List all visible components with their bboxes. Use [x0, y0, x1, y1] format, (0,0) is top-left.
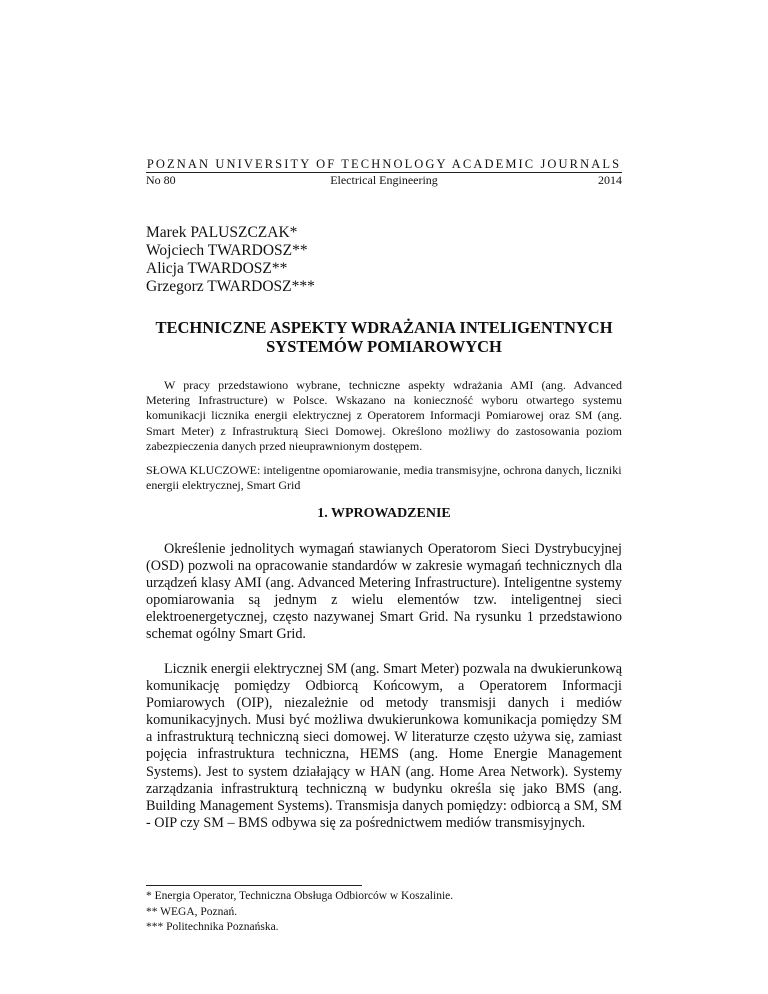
author-name: Alicja TWARDOSZ**	[146, 260, 288, 277]
footnotes	[146, 889, 622, 936]
paper-title	[146, 318, 622, 356]
author-list	[146, 224, 315, 296]
footnote: *** Politechnika Poznańska.	[146, 921, 279, 933]
body-paragraph: Określenie jednolitych wymagań stawianych Operatorom Sieci Dystrybucyjnej (OSD) pozwoli na opracowanie standardów w zakresie wymagań technicznych dla urządzeń klasy AMI (ang. Advanced Metering Infrastructure). Inteligentne systemy opomiarowania są jednym z wielu elementów tzw. inteligentnej sieci elektroenergetycznej, często nazywanej Smart Grid. Na rysunku 1 przedstawiono schemat ogólny Smart Grid.	[146, 541, 622, 643]
discipline: Electrical Engineering	[330, 173, 438, 187]
footnote: ** WEGA, Poznań.	[146, 905, 238, 918]
author-name: Wojciech TWARDOSZ**	[146, 242, 308, 259]
title-line: TECHNICZNE ASPEKTY WDRAŻANIA INTELIGENTNYCH	[155, 318, 613, 337]
author-name: Marek PALUSZCZAK*	[146, 224, 298, 241]
section-heading: 1. WPROWADZENIE	[317, 506, 451, 521]
publication-year: 2014	[598, 173, 622, 187]
footnote-rule	[146, 885, 362, 886]
body-paragraph: Licznik energii elektrycznej SM (ang. Smart Meter) pozwala na dwukierunkową komunikację pomiędzy Odbiorcą Końcowym, a Operatorem Informacji Pomiarowych (OIP), niezależnie od metody transmisji danych i mediów komunikacyjnych. Musi być możliwa dwukierunkowa komunikacja pomiędzy SM a infrastrukturą techniczną sieci domowej. W literaturze często używa się, zamiast pojęcia infrastruktura techniczna, HEMS (ang. Home Energie Management Systems). Jest to system działający w HAN (ang. Home Area Network). Systemy zarządzania infrastrukturą techniczną w budynku określa się jako BMS (ang. Building Management Systems). Transmisja danych pomiędzy: odbiorcą a SM, SM - OIP czy SM – BMS odbywa się za pośrednictwem mediów transmisyjnych.	[146, 661, 622, 831]
author-name: Grzegorz TWARDOSZ***	[146, 278, 315, 295]
keywords: SŁOWA KLUCZOWE: inteligentne opomiarowanie, media transmisyjne, ochrona danych, liczniki energii elektrycznej, Smart Grid	[146, 463, 622, 493]
footnote: * Energia Operator, Techniczna Obsługa Odbiorców w Koszalinie.	[146, 890, 454, 902]
title-line: SYSTEMÓW POMIAROWYCH	[266, 337, 502, 356]
issue-number: No 80	[146, 173, 176, 187]
abstract: W pracy przedstawiono wybrane, techniczne aspekty wdrażania AMI (ang. Advanced Metering Infrastructure) w Polsce. Wskazano na konieczność wyboru otwartego systemu komunikacji licznika energii elektrycznej z Operatorem Informacji Pomiarowej oraz SM (ang. Smart Meter) z Infrastrukturą Sieci Domowej. Określono możliwy do zastosowania poziom zabezpieczenia danych przed nieuprawnionym dostępem.	[146, 378, 622, 453]
journal-name: POZNAN UNIVERSITY OF TECHNOLOGY ACADEMIC JOURNALS	[146, 157, 622, 171]
